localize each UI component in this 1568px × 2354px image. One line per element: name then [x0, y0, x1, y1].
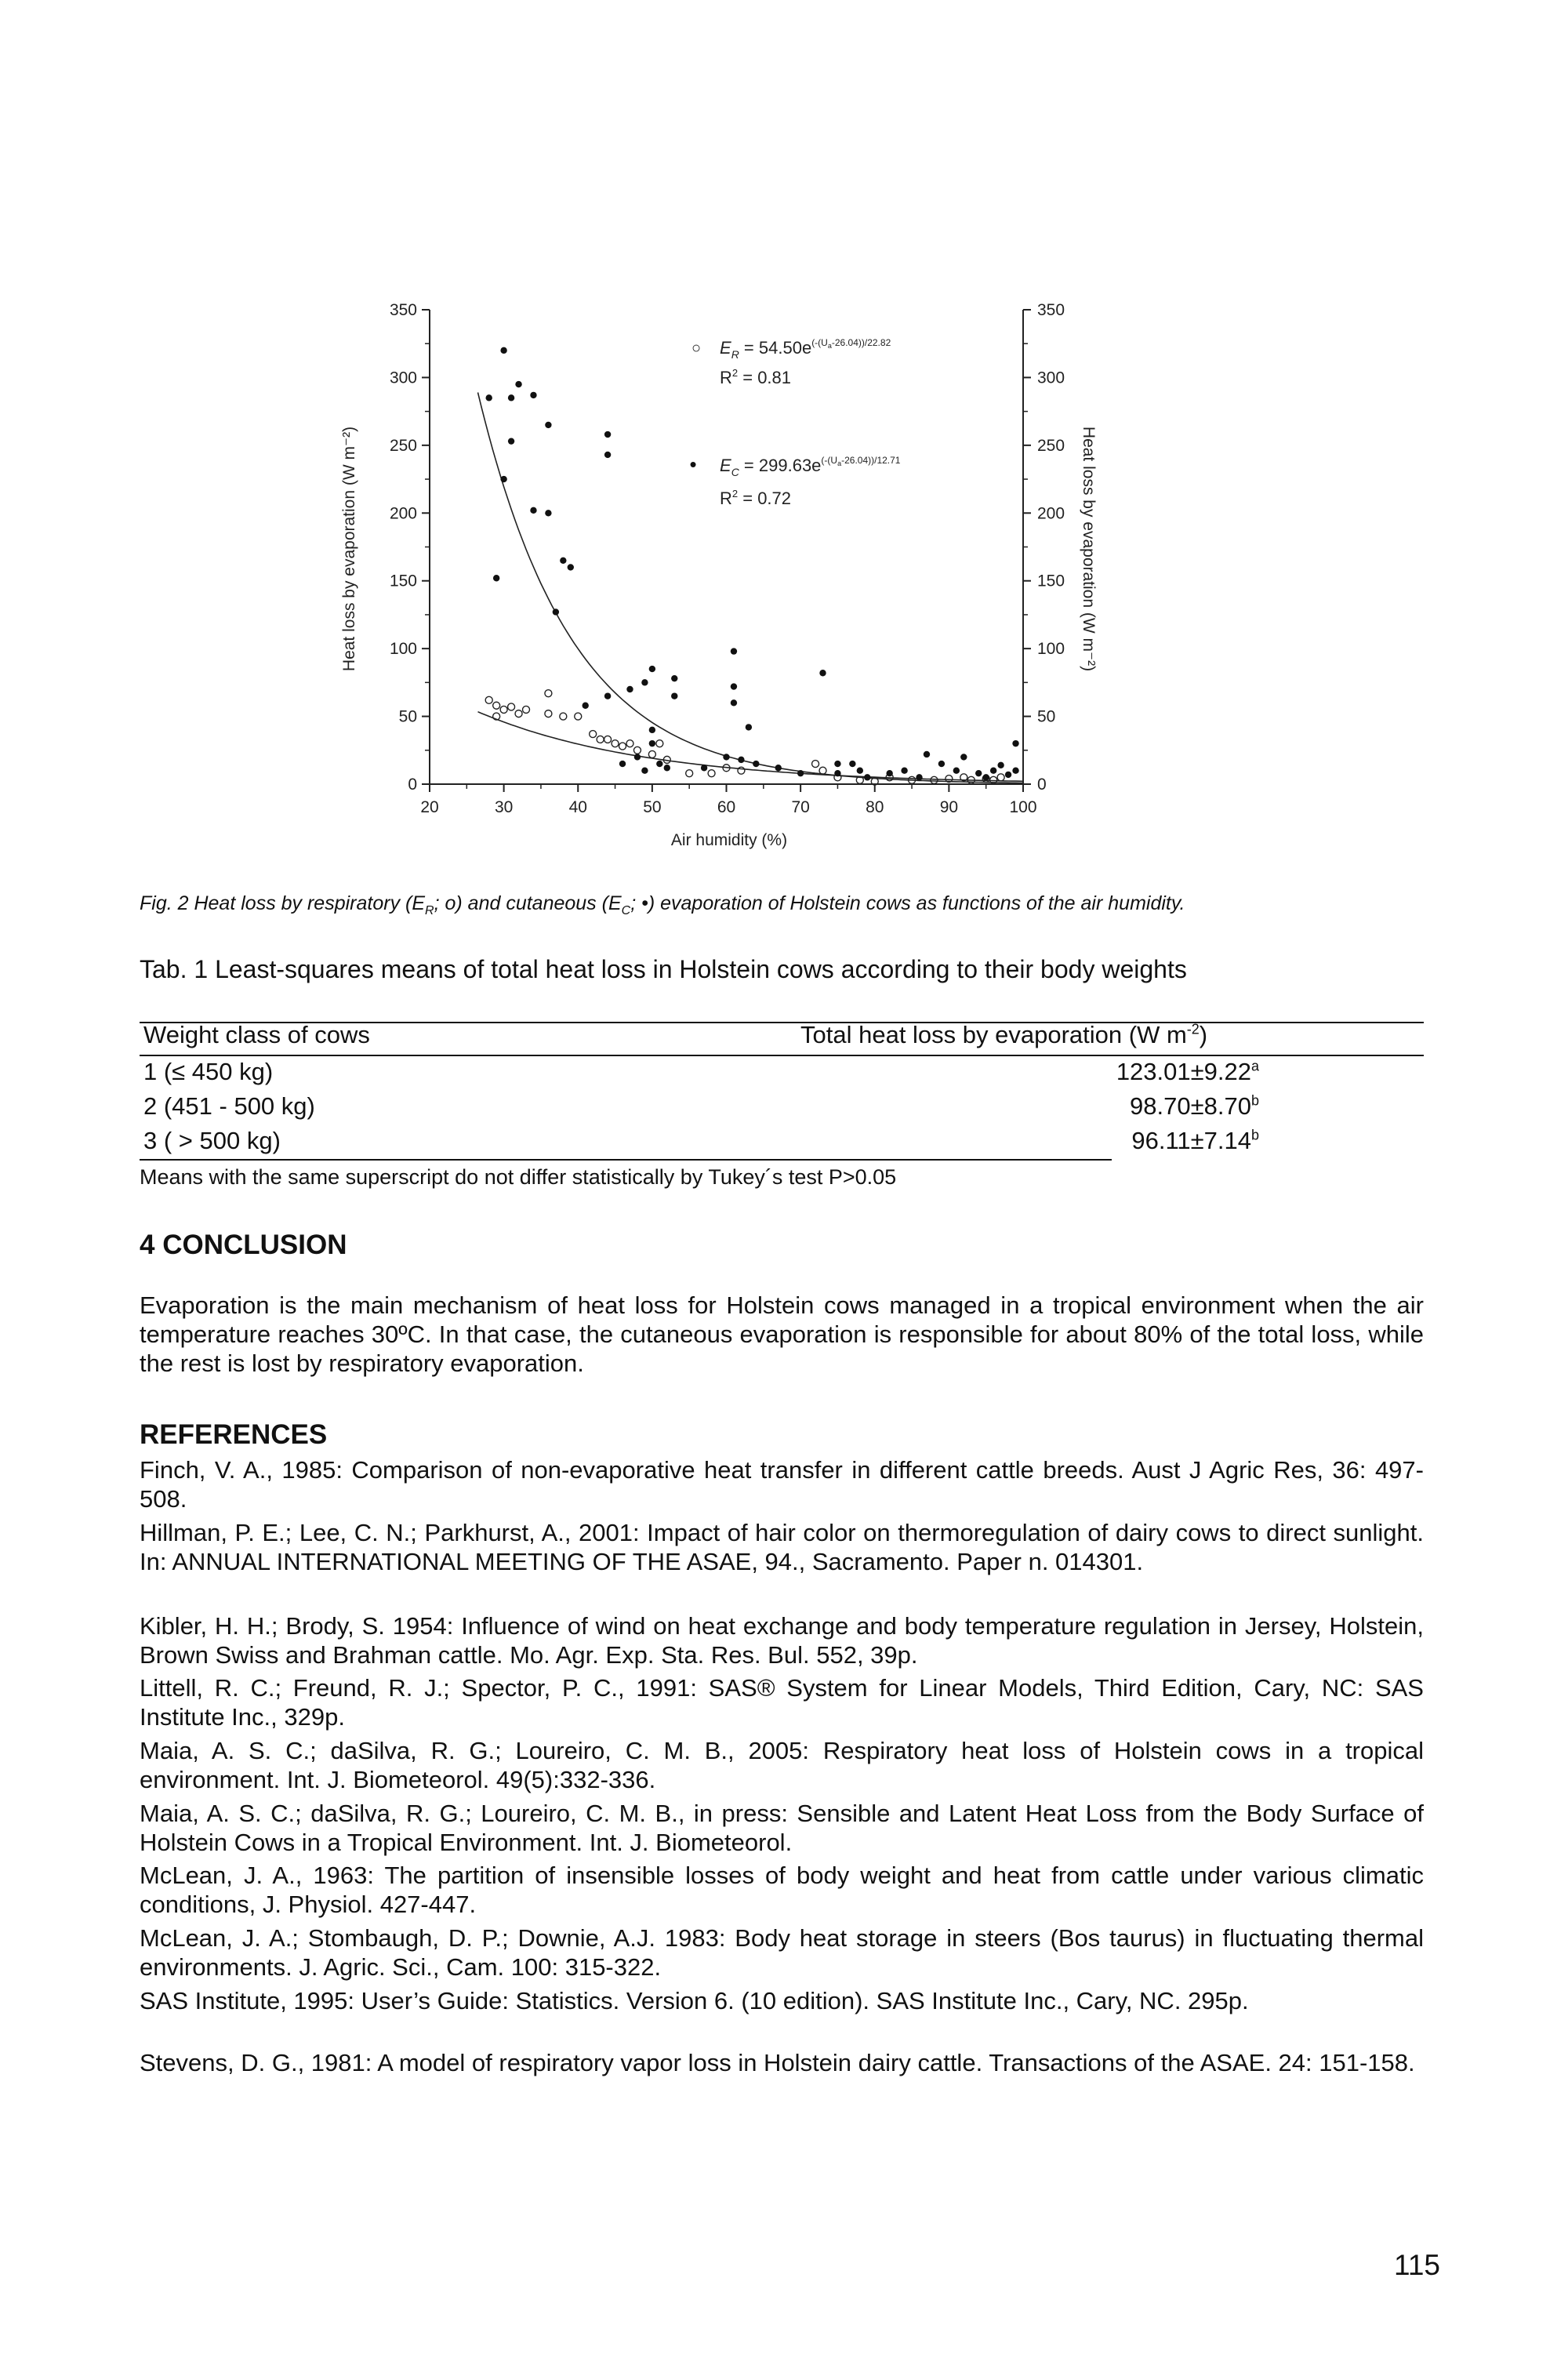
- data-point-ec: [982, 774, 989, 780]
- caption-text-b: ; o) and cutaneous (E: [434, 892, 622, 914]
- svg-text:EC = 299.63e(-(Ua-26.04))/12.7: [720, 455, 901, 478]
- y-axis-right-label: Heat loss by evaporation (W m⁻²): [1080, 426, 1098, 672]
- reference-item: Littell, R. C.; Freund, R. J.; Spector, P. C., 1991: SAS® System for Linear Models, Third Edition, Cary, NC: SAS Institute Inc., 329p.: [140, 1674, 1424, 1731]
- data-point-ec: [975, 770, 982, 776]
- x-tick-label: 30: [494, 798, 514, 816]
- data-point-ec: [583, 703, 589, 709]
- legend-ec-eq-e: E: [720, 456, 731, 475]
- data-point-ec: [500, 476, 506, 482]
- data-point-er: [508, 703, 515, 710]
- legend-ec-r2-value: = 0.72: [738, 489, 792, 508]
- data-point-ec: [775, 765, 782, 771]
- data-point-ec: [568, 564, 574, 570]
- data-point-ec: [604, 692, 611, 699]
- data-point-er: [575, 713, 582, 720]
- y-tick-label-right: 100: [1037, 640, 1065, 659]
- table-cell-weight: 2 (451 - 500 kg): [143, 1092, 315, 1120]
- data-point-ec: [560, 558, 566, 564]
- data-point-er: [633, 747, 641, 754]
- y-axis-left-label: Heat loss by evaporation (W m⁻²): [340, 426, 358, 672]
- table-row: [140, 1127, 1425, 1158]
- table-cell-value: 98.70±8.70$^b$: [1130, 1092, 1259, 1120]
- data-point-ec: [626, 686, 633, 692]
- references-heading: REFERENCES: [140, 1419, 328, 1450]
- data-point-ec: [649, 740, 655, 747]
- table-bottom-rule: [140, 1159, 1112, 1161]
- data-point-er: [819, 767, 826, 774]
- legend-er-eq-e: E: [720, 338, 731, 358]
- caption-sub-c: C: [621, 904, 631, 917]
- legend-ec-r2-label: R: [720, 489, 732, 508]
- x-tick-label: 70: [791, 798, 810, 816]
- data-point-ec: [545, 422, 551, 428]
- data-point-ec: [530, 507, 536, 514]
- y-tick-label-right: 200: [1037, 504, 1065, 523]
- legend-ec-eq-sub: C: [731, 466, 739, 478]
- data-point-ec: [938, 761, 945, 767]
- x-tick-label: 60: [717, 798, 736, 816]
- data-point-ec: [731, 648, 737, 654]
- figure-2-scatter-plot: [0, 0, 1568, 886]
- data-point-er: [493, 702, 500, 709]
- fit-curve-ec: [478, 393, 1024, 783]
- data-point-er: [812, 761, 819, 768]
- y-tick-label-right: 50: [1037, 707, 1056, 726]
- x-tick-label: 90: [939, 798, 959, 816]
- reference-item: Kibler, H. H.; Brody, S. 1954: Influence of wind on heat exchange and body temperature regulation in Jersey, Holstein, Brown Swiss and Brahman cattle. Mo. Agr. Exp. Sta. Res. Bul. 552, 39p.: [140, 1612, 1424, 1669]
- y-tick-label-right: 150: [1037, 572, 1065, 590]
- data-point-ec: [649, 666, 655, 672]
- data-point-ec: [797, 770, 804, 776]
- x-tick-label: 20: [420, 798, 439, 816]
- table-header-total-heat-loss: Total heat loss by evaporation (W $m^{-2}$): [800, 1021, 1208, 1048]
- data-point-ec: [530, 392, 536, 398]
- x-axis-label: Air humidity (%): [670, 831, 788, 849]
- legend-er-marker: ○: [691, 340, 702, 357]
- data-point-ec: [604, 452, 611, 458]
- x-tick-label: 100: [1009, 798, 1037, 816]
- table-header-row: [140, 1021, 1425, 1052]
- legend-ec: [689, 452, 900, 508]
- legend-ec-exp-sub: a: [837, 460, 842, 467]
- data-point-ec: [486, 394, 492, 401]
- y-tick-label-left: 150: [389, 572, 417, 590]
- data-point-er: [931, 776, 938, 783]
- data-point-ec: [723, 754, 729, 760]
- data-point-ec: [886, 770, 892, 776]
- y-tick-label-right: 0: [1037, 776, 1047, 794]
- legend-ec-marker: •: [689, 452, 697, 476]
- y-tick-label-left: 250: [389, 436, 417, 455]
- page-number: 115: [1394, 2249, 1440, 2281]
- y-tick-label-left: 300: [389, 369, 417, 387]
- data-point-ec: [604, 431, 611, 438]
- data-point-ec: [508, 394, 514, 401]
- data-point-ec: [960, 754, 967, 760]
- conclusion-paragraph: Evaporation is the main mechanism of heat loss for Holstein cows managed in a tropical environment when the air temperature reaches 30ºC. In that case, the cutaneous evaporation is responsible for about 80% of the total loss, while the rest is lost by respiratory evaporation.: [140, 1291, 1424, 1377]
- data-point-ec: [493, 575, 499, 581]
- fit-curve-er: [478, 712, 1024, 782]
- reference-item: McLean, J. A., 1963: The partition of insensible losses of body weight and heat from cattle under various climatic conditions, J. Physiol. 427-447.: [140, 1862, 1424, 1918]
- caption-sub-r: R: [425, 904, 434, 917]
- legend-er-r2-label: R: [720, 368, 732, 387]
- data-point-ec: [997, 762, 1004, 768]
- data-point-ec: [664, 765, 670, 771]
- data-point-ec: [545, 510, 551, 516]
- data-point-ec: [656, 761, 662, 767]
- data-point-er: [545, 710, 552, 717]
- data-point-ec: [1012, 768, 1018, 774]
- data-point-er: [485, 696, 492, 703]
- data-point-er: [738, 767, 745, 774]
- y-tick-label-left: 0: [408, 776, 417, 794]
- data-point-ec: [857, 768, 863, 774]
- table-row: [140, 1092, 1425, 1124]
- data-point-er: [708, 770, 715, 777]
- svg-text:R2 = 0.81: $R^2 = 0.81$: [720, 367, 792, 387]
- data-point-ec: [731, 699, 737, 706]
- data-point-ec: [738, 757, 744, 763]
- reference-item: Hillman, P. E.; Lee, C. N.; Parkhurst, A., 2001: Impact of hair color on thermoregulation of dairy cows to direct sunlight. In: ANNUAL INTERNATIONAL MEETING OF THE ASAE, 94., Sacramento. Paper n. 014301.: [140, 1519, 1424, 1575]
- reference-item: Maia, A. S. C.; daSilva, R. G.; Loureiro, C. M. B., 2005: Respiratory heat loss of Holstein cows in a tropical environment. Int. J. Biometeorol. 49(5):332-336.: [140, 1737, 1424, 1793]
- data-point-ec: [746, 724, 752, 730]
- data-point-ec: [901, 768, 907, 774]
- data-point-ec: [864, 774, 870, 780]
- data-point-ec: [953, 768, 960, 774]
- data-point-er: [523, 706, 530, 713]
- caption-text-c: ; •) evaporation of Holstein cows as functions of the air humidity.: [630, 892, 1185, 914]
- legend-er-exp: (-(U: [811, 337, 828, 348]
- table-cell-value: 123.01±9.22$^a$: [1116, 1058, 1259, 1085]
- data-point-er: [686, 770, 693, 777]
- legend-er-exp-sub: a: [827, 342, 832, 350]
- caption-fig-label: Fig. 2: [140, 892, 189, 914]
- data-point-ec: [916, 774, 922, 780]
- table-cell-weight: 3 ( > 500 kg): [143, 1127, 281, 1154]
- legend-er-eq-sub: R: [731, 348, 739, 361]
- legend-er-eq-rest: = 54.50e: [739, 338, 812, 358]
- data-point-er: [545, 690, 552, 697]
- svg-text:ER = 54.50e(-(Ua-26.04))/22.82: [720, 337, 891, 361]
- fit-curves: [478, 393, 1024, 783]
- data-point-ec: [671, 692, 677, 699]
- table-header-weight-class: Weight class of cows: [143, 1021, 370, 1048]
- y-tick-label-left: 50: [398, 707, 417, 726]
- y-tick-label-left: 350: [389, 301, 417, 319]
- x-tick-label: 50: [643, 798, 662, 816]
- data-point-ec: [990, 768, 996, 774]
- y-tick-label-right: 350: [1037, 301, 1065, 319]
- legend-er: [691, 337, 891, 387]
- x-tick-label: 40: [568, 798, 587, 816]
- data-point-ec: [849, 761, 855, 767]
- table-header-rule: [140, 1055, 1424, 1056]
- table-row: [140, 1058, 1425, 1089]
- data-point-er: [560, 713, 567, 720]
- y-tick-label-left: 200: [389, 504, 417, 523]
- reference-item: SAS Institute, 1995: User’s Guide: Statistics. Version 6. (10 edition). SAS Institute Inc., Cary, NC. 295p.: [140, 1987, 1249, 2014]
- data-point-er: [612, 740, 619, 747]
- legend-ec-exp: (-(U: [821, 455, 838, 466]
- data-point-er: [997, 774, 1004, 781]
- table-cell-weight: 1 (≤ 450 kg): [143, 1058, 274, 1085]
- x-tick-label: 80: [866, 798, 884, 816]
- table-cell-value: 96.11±7.14$^b$: [1131, 1127, 1259, 1154]
- caption-text-a: Heat loss by respiratory (E: [188, 892, 426, 914]
- data-point-ec: [834, 770, 840, 776]
- data-point-er: [648, 750, 655, 757]
- data-point-ec: [924, 751, 930, 757]
- legend-er-r2-value: = 0.81: [738, 368, 792, 387]
- y-tick-label-left: 100: [389, 640, 417, 659]
- data-point-ec: [641, 768, 648, 774]
- data-point-er: [604, 736, 612, 743]
- data-point-ec: [634, 754, 641, 760]
- data-point-ec: [731, 683, 737, 689]
- legend-ec-eq-rest: = 299.63e: [739, 456, 822, 475]
- data-point-er: [590, 731, 597, 738]
- data-point-er: [515, 710, 522, 717]
- figure-caption: [140, 892, 1185, 918]
- reference-item: Stevens, D. G., 1981: A model of respiratory vapor loss in Holstein dairy cattle. Transactions of the ASAE. 24: 151-158.: [140, 2049, 1415, 2076]
- legend-ec-exp-rest: -26.04))/12.71: [841, 455, 901, 466]
- table-title: Tab. 1 Least-squares means of total heat loss in Holstein cows according to their body weights: [140, 955, 1187, 983]
- conclusion-heading: 4 CONCLUSION: [140, 1230, 347, 1260]
- data-point-er: [500, 706, 507, 713]
- y-tick-label-right: 300: [1037, 369, 1065, 387]
- data-point-ec: [819, 670, 826, 676]
- data-point-ec: [508, 438, 514, 444]
- data-point-ec: [553, 608, 559, 615]
- data-point-ec: [649, 727, 655, 733]
- data-point-ec: [1005, 772, 1011, 778]
- data-point-er: [626, 740, 633, 747]
- legend-er-exp-rest: -26.04))/22.82: [831, 337, 891, 348]
- data-point-er: [597, 736, 604, 743]
- data-point-ec: [500, 347, 506, 354]
- data-point-er: [656, 740, 663, 747]
- data-point-ec: [619, 761, 626, 767]
- data-point-ec: [671, 675, 677, 681]
- data-points: [485, 347, 1019, 785]
- data-point-ec: [701, 765, 707, 771]
- y-tick-label-right: 250: [1037, 436, 1065, 455]
- data-point-ec: [641, 679, 648, 685]
- data-point-ec: [834, 761, 840, 767]
- svg-text:R2 = 0.72: $R^2 = 0.72$: [720, 488, 792, 508]
- table-note: Means with the same superscript do not differ statistically by Tukey´s test P>0.05: [140, 1165, 897, 1189]
- reference-item: McLean, J. A.; Stombaugh, D. P.; Downie, A.J. 1983: Body heat storage in steers (Bos taurus) in fluctuating thermal environments. J. Agric. Sci., Cam. 100: 315-322.: [140, 1924, 1424, 1981]
- data-point-ec: [1012, 740, 1018, 747]
- data-point-ec: [753, 761, 759, 767]
- data-point-er: [619, 743, 626, 750]
- reference-item: Finch, V. A., 1985: Comparison of non-evaporative heat transfer in different cattle breeds. Aust J Agric Res, 36: 497-508.: [140, 1456, 1424, 1513]
- reference-item: Maia, A. S. C.; daSilva, R. G.; Loureiro, C. M. B., in press: Sensible and Latent Heat Loss from the Body Surface of Holstein Cows in a Tropical Environment. Int. J. Biometeorol.: [140, 1800, 1424, 1856]
- data-point-ec: [515, 381, 521, 387]
